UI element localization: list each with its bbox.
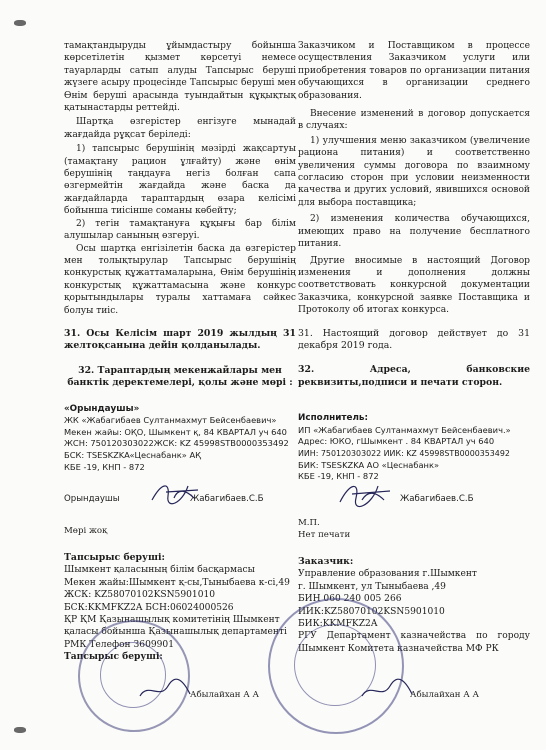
kz-customer-line: ҚР ҚМ Қазынашылық комитетінің Шымкент қаласы бойынша Қазынашылық департаменті bbox=[64, 615, 287, 638]
kz-clause-31: 31. Осы Келісім шарт 2019 жылдың 31 желтоқсанына дейін қолданылады. bbox=[64, 327, 296, 352]
kz-supplier-signature bbox=[148, 478, 204, 508]
kz-customer-line: Тапсырыс беруші: bbox=[64, 651, 163, 663]
ru-sign-name: Жабагибаев.С.Б bbox=[400, 494, 474, 504]
ru-clause-31: 31. Настоящий договор действует до 31 декабря 2019 года. bbox=[298, 327, 530, 351]
ru-supplier-signature bbox=[334, 478, 394, 510]
kz-supplier-line: ЖК «Жабагибаев Султанмахмут Бейсенбаевич» bbox=[64, 415, 277, 426]
ru-customer-line: г. Шымкент, ул Тыныбаева ,49 bbox=[298, 581, 446, 592]
ru-supplier-line: БИК: TSESKZKA АО «Цеснабанк» bbox=[298, 459, 440, 470]
ru-supplier-line: ИП «Жабагибаев Султанмахмут Бейсенбаевич.» bbox=[298, 424, 511, 435]
kazakh-column bbox=[64, 40, 296, 473]
kz-supplier-block bbox=[64, 404, 296, 474]
kz-customer-signature bbox=[138, 676, 194, 706]
ru-customer-line: Управление образования г.Шымкент bbox=[298, 569, 477, 580]
ru-customer-sign: Абылайхан А А bbox=[410, 690, 480, 700]
ru-paragraph-1: Заказчиком и Поставщиком в процессе осуществления Заказчиком услуги или приобретения товаров по организации питания обучающихся в организации среднего образования. bbox=[298, 41, 530, 101]
kz-supplier-line: КБЕ -19, КНП - 872 bbox=[64, 461, 145, 472]
kz-customer-line: ЖСК: KZ58070102KSN5901010 bbox=[64, 590, 216, 601]
kz-customer-line: Шымкент қаласының білім басқармасы bbox=[64, 565, 255, 576]
ru-official-stamp bbox=[268, 598, 404, 734]
kz-paragraph-3: 1) тапсырыс берушінің мәзірді жақсартуы (тамақтану рацион ұлғайту) және өнім берушінің таңдауға негіз болған сапа өзгермейтін жағдайда және баска да жағдайларда тараптардың өзара келісімі бойынша тиісінше соманы көбейту; bbox=[64, 144, 296, 217]
russian-column bbox=[298, 40, 530, 483]
kz-paragraph-4: 2) тегін тамақтануға құқығы бар білім алушылар санының өзгеруі. bbox=[64, 218, 296, 242]
ru-clause-32: 32. Адреса, банковские реквизиты,подписи и печати сторон. bbox=[298, 364, 530, 388]
ru-paragraph-3: 1) улучшения меню заказчиком (увеличение рациона питания) и соответственно увеличения суммы договора по взаимному согласию сторон при условии неизменности качества и других условий, явившихся основой для выбора поставщика; bbox=[298, 135, 530, 208]
ru-customer-line: ИИК:KZ58070102KSN5901010 bbox=[298, 606, 445, 617]
binding-mark bbox=[14, 20, 26, 26]
kz-sign-name: Жабагибаев.С.Б bbox=[190, 494, 264, 504]
kz-sign-label: Орындаушы bbox=[64, 494, 120, 504]
kz-customer-line: Мекен жайы:Шымкент қ-сы,Тыныбаева к-сі,49 bbox=[64, 577, 290, 588]
ru-supplier-line: КБЕ -19, КНП - 872 bbox=[298, 471, 379, 482]
ru-no-seal-note: Нет печати bbox=[298, 530, 351, 540]
kz-supplier-line: ЖСН: 750120303022ЖСК: KZ 45998STB0000353492 bbox=[64, 438, 289, 449]
ru-customer-title: Заказчик: bbox=[298, 556, 354, 567]
kz-seal-note: Мөрі жоқ bbox=[64, 526, 108, 536]
kz-supplier-title: «Орындаушы» bbox=[64, 403, 140, 414]
ru-customer-line: БИК:KKMFKZ2A bbox=[298, 619, 378, 630]
ru-supplier-line: ИИН: 750120303022 ИИК: KZ 45998STB0000353492 bbox=[298, 448, 510, 458]
kz-paragraph-1: тамақтандыруды ұйымдастыру бойынша көрсетілетін қызмет көрсетуі немесе тауарларды сатып алуды Тапсырыс беруші жүзеге асыру процесінде Тапсырыс беруші мен Өнім беруші арасында туындайтын құқықтық қатынастарды реттейді. bbox=[64, 41, 296, 114]
kz-customer-sign: Абылайхан А А bbox=[190, 690, 260, 700]
kz-clause-32: 32. Тараптардың мекенжайлары мен банктік деректемелері, қолы және мөрі : bbox=[67, 364, 293, 389]
binding-mark bbox=[14, 727, 26, 733]
kz-paragraph-2: Шартқа өзгерістер енгізуге мынадай жағдайда рұқсат беріледі: bbox=[64, 117, 296, 140]
ru-paragraph-5: Другие вносимые в настоящий Договор изменения и дополнения должны соответствовать конкурсной документации Заказчика, конкурсной заявке Поставщика и Протоколу об итогах конкурса. bbox=[298, 255, 530, 316]
ru-supplier-line: Адрес: ЮКО, гШымкент . 84 КВАРТАЛ уч 640 bbox=[298, 436, 495, 447]
ru-supplier-title: Исполнитель: bbox=[298, 413, 368, 424]
kz-supplier-line: Мекен жайы: ОҚО, Шымкент қ, 84 КВАРТАЛ уч 640 bbox=[64, 426, 287, 437]
kz-supplier-line: БСК: TSESKZKA«Цеснабанк» АҚ bbox=[64, 449, 202, 460]
kz-customer-line: РМК Телефон 3609901 bbox=[64, 639, 175, 650]
ru-paragraph-2: Внесение изменений в договор допускается в случаях: bbox=[298, 109, 530, 132]
kz-customer-title: Тапсырыс беруші: bbox=[64, 552, 165, 563]
ru-customer-signature bbox=[360, 676, 416, 706]
ru-paragraph-4: 2) изменения количества обучающихся, имеющих право на получение бесплатного питания. bbox=[298, 214, 530, 250]
ru-customer-line: РГУ Департамент казначейства по городу Шымкент Комитета казначейства МФ РК bbox=[298, 631, 530, 654]
kz-customer-line: БСК:KKMFKZ2A БСН:06024000526 bbox=[64, 602, 234, 613]
ru-customer-line: БИН 060 240 005 266 bbox=[298, 594, 402, 605]
ru-mp-label: М.П. bbox=[298, 518, 320, 528]
ru-supplier-block bbox=[298, 413, 530, 483]
kz-paragraph-5: Осы шартқа енгізілетін баска да өзгерістер мен толықтырулар Тапсырыс берушінің конкурстық құжаттамаларына, Өнім берушінің конкурстық құжаттамасына және конкурс қорытындылары туралы хаттамаға сәйкес болуы тиіс. bbox=[64, 243, 296, 316]
